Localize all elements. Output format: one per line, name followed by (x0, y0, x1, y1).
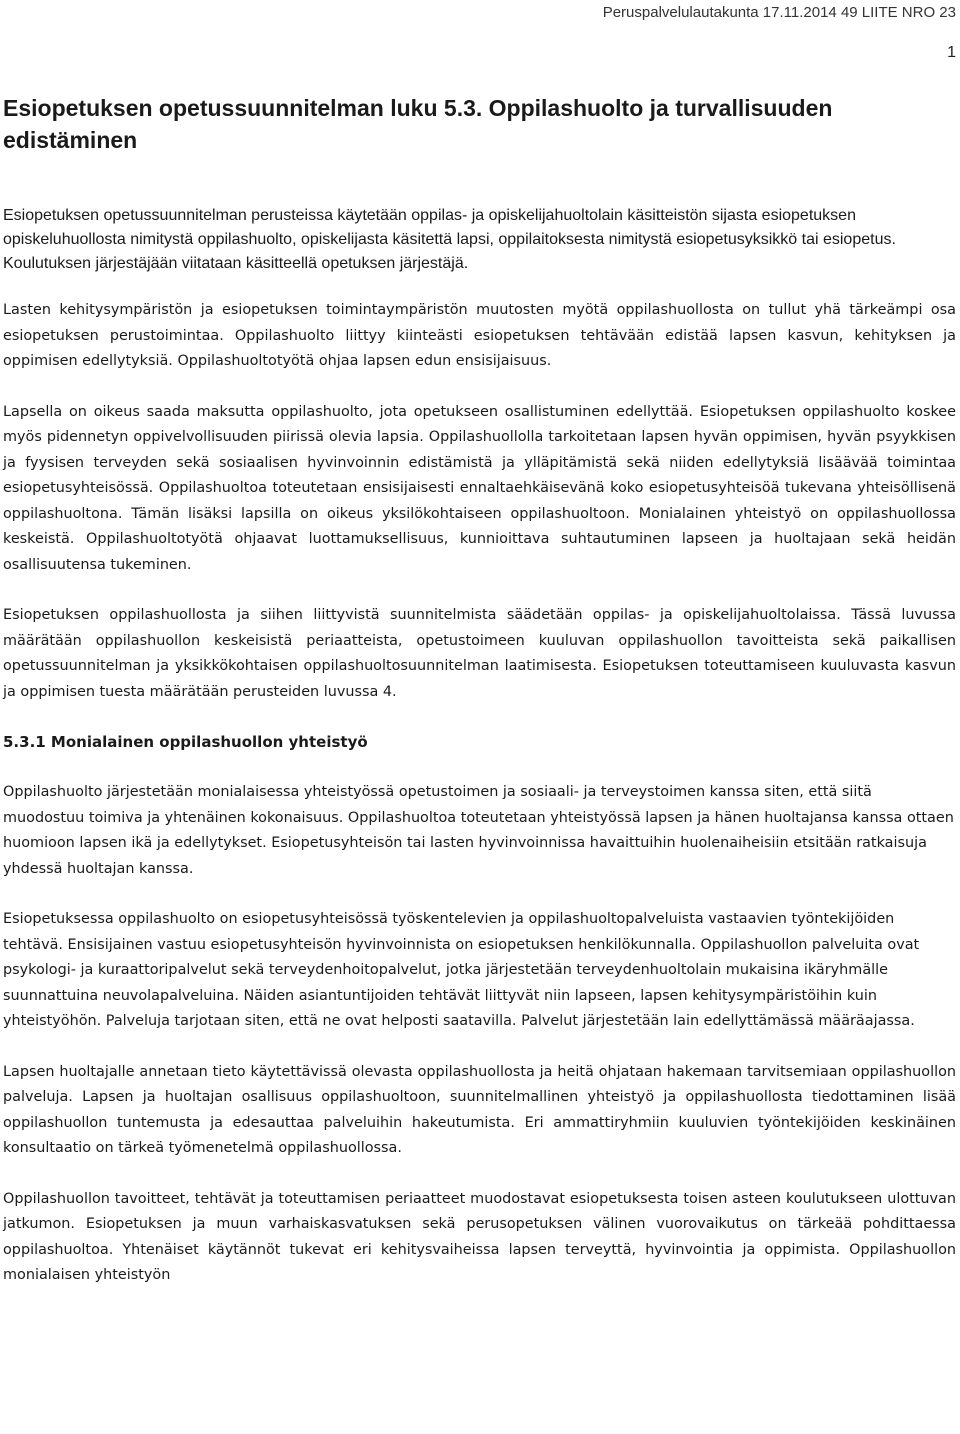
intro-paragraph: Esiopetuksen opetussuunnitelman perusteissa käytetään oppilas- ja opiskelijahuoltolain käsitteistön sijasta esiopetuksen opiskeluhuollosta nimitystä oppilashuolto, opiskelijasta käsitettä lapsi, oppilaitoksesta nimitystä esiopetusyksikkö tai esiopetus. Koulutuksen järjestäjään viitataan käsitteellä opetuksen järjestäjä. (3, 207, 896, 272)
document-body (3, 92, 956, 1314)
meeting-reference-header: Peruspalvelulautakunta 17.11.2014 49 LIITE NRO 23 (602, 4, 956, 21)
section-heading: 5.3.1 Monialainen oppilashuollon yhteistyö (3, 733, 368, 751)
body-paragraph: Lapsella on oikeus saada maksutta oppilashuolto, jota opetukseen osallistuminen edellyttää. Esiopetuksen oppilashuolto koskee myös pidennetyn oppivelvollisuuden piirissä olevia lapsia. Oppilashuollolla tarkoitetaan lapsen hyvän oppimisen, hyvän psyykkisen ja fyysisen terveyden sekä sosiaalisen hyvinvoinnin edistämistä ja ylläpitämistä sekä niiden edellytyksiä lisäävää toimintaa esiopetusyhteisössä. Oppilashuoltoa toteutetaan ensisijaisesti ennaltaehkäisevänä koko esiopetusyhteisöä tukevana yhteisöllisenä oppilashuoltona. Tämän lisäksi lapsilla on oikeus yksilökohtaiseen oppilashuoltoon. Monialainen yhteistyö on oppilashuollossa keskeistä. Oppilashuoltotyötä ohjaavat luottamuksellisuus, kunnioittava suhtautuminen lapseen ja huoltajaan sekä heidän osallisuutensa tukeminen. (3, 403, 956, 573)
document-title: Esiopetuksen opetussuunnitelman luku 5.3. Oppilashuolto ja turvallisuuden edistäminen (3, 95, 833, 153)
section-paragraph: Oppilashuollon tavoitteet, tehtävät ja toteuttamisen periaatteet muodostavat esiopetuksesta toisen asteen koulutukseen ulottuvan jatkumon. Esiopetuksen ja muun varhaiskasvatuksen sekä perusopetuksen välinen vuorovaikutus on tärkeää pohdittaessa oppilashuoltoa. Yhtenäiset käytännöt tukevat eri kehitysvaiheissa lapsen terveyttä, hyvinvointia ja oppimista. Oppilashuollon monialaisen yhteistyön (3, 1190, 956, 1283)
page-number: 1 (947, 44, 956, 61)
section-paragraph: Oppilashuolto järjestetään monialaisessa yhteistyössä opetustoimen ja sosiaali- ja terveystoimen kanssa siten, että siitä muodostuu toimiva ja yhtenäinen kokonaisuus. Oppilashuoltoa toteutetaan yhteistyössä lapsen ja hänen huoltajansa kanssa ottaen huomioon lapsen ikä ja edellytykset. Esiopetusyhteisön tai lasten hyvinvoinnissa havaittuihin huolenaiheisiin etsitään ratkaisuja yhdessä huoltajan kanssa. (3, 784, 954, 877)
body-paragraph: Esiopetuksen oppilashuollosta ja siihen liittyvistä suunnitelmista säädetään oppilas- ja opiskelijahuoltolaissa. Tässä luvussa määrätään oppilashuollon keskeisistä periaatteista, opetustoimeen kuuluvan oppilashuollon tavoitteista sekä paikallisen opetussuunnitelman ja yksikkökohtaisen oppilashuoltosuunnitelman laatimisesta. Esiopetuksen toteuttamiseen kuuluvasta kasvun ja oppimisen tuesta määrätään perusteiden luvussa 4. (3, 607, 956, 700)
section-paragraph: Esiopetuksessa oppilashuolto on esiopetusyhteisössä työskentelevien ja oppilashuoltopalveluista vastaavien työntekijöiden tehtävä. Ensisijainen vastuu esiopetusyhteisön hyvinvoinnista on esiopetuksen henkilökunnalla. Oppilashuollon palveluita ovat psykologi- ja kuraattoripalvelut sekä terveydenhoitopalvelut, jotka järjestetään terveydenhuoltolain mukaisina ikäryhmälle suunnattuina neuvolapalveluina. Näiden asiantuntijoiden tehtävät liittyvät niin lapseen, lapsen kehitysympäristöihin kuin yhteistyöhön. Palveluja tarjotaan siten, että ne ovat helposti saatavilla. Palvelut järjestetään lain edellyttämässä määräajassa. (3, 911, 920, 1029)
section-paragraph: Lapsen huoltajalle annetaan tieto käytettävissä olevasta oppilashuollosta ja heitä ohjataan hakemaan tarvitsemiaan oppilashuollon palveluja. Lapsen ja huoltajan osallisuus oppilashuoltoon, suunnitelmallinen yhteistyö ja oppilashuollosta tiedottaminen lisää oppilashuollon tuntemusta ja edesauttaa palveluihin hakeutumista. Eri ammattiryhmiin kuuluvien työntekijöiden keskinäinen konsultaatio on tärkeä työmenetelmä oppilashuollossa. (3, 1063, 956, 1156)
body-paragraph: Lasten kehitysympäristön ja esiopetuksen toimintaympäristön muutosten myötä oppilashuollosta on tullut yhä tärkeämpi osa esiopetuksen perustoimintaa. Oppilashuolto liittyy kiinteästi esiopetuksen tehtävään edistää lapsen kasvun, kehityksen ja oppimisen edellytyksiä. Oppilashuoltotyötä ohjaa lapsen edun ensisijaisuus. (3, 302, 956, 369)
